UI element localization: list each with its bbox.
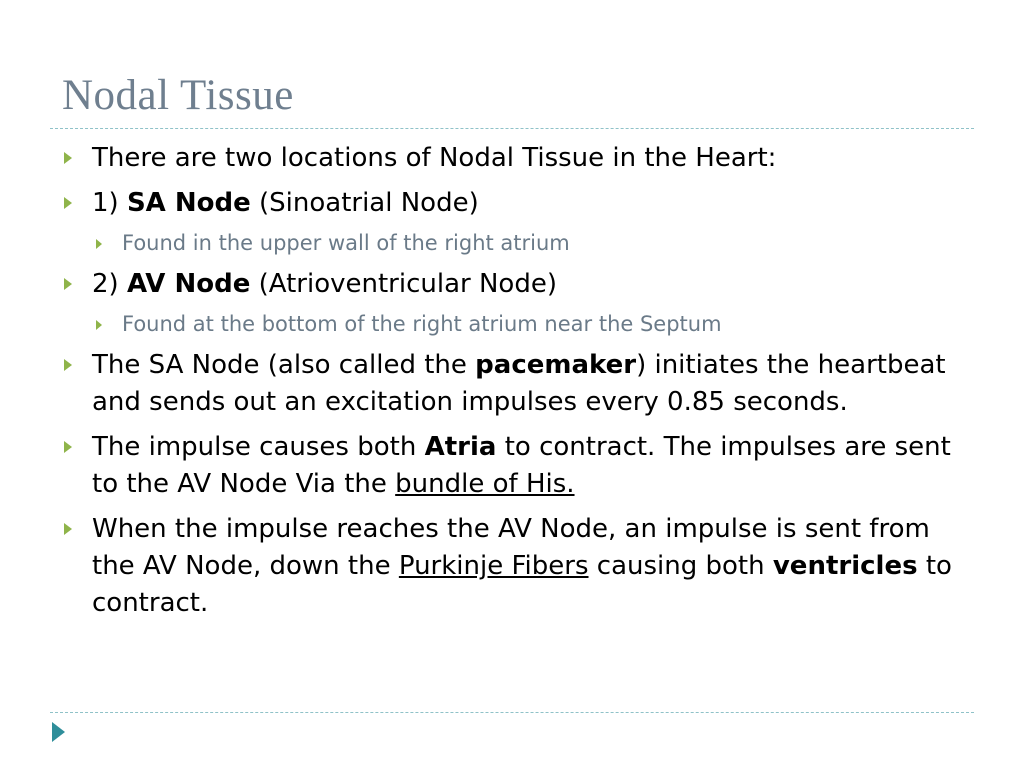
bullet-item: [60, 511, 960, 622]
bullet-text: When the impulse reaches the AV Node, an impulse is sent from the AV Node, down the: [92, 514, 930, 581]
bullet-arrow-icon: [64, 152, 72, 164]
bold-term: SA Node: [126, 188, 251, 218]
slide-title: Nodal Tissue: [62, 72, 294, 119]
bullet-item: [60, 266, 960, 303]
bullet-text: 1): [92, 188, 127, 218]
bullet-text: The impulse causes both: [92, 432, 425, 462]
bullet-text: The SA Node (also called the: [92, 350, 476, 380]
bullet-arrow-icon: [64, 441, 72, 453]
bold-term: Atria: [424, 432, 497, 462]
title-divider: [50, 128, 974, 129]
sub-bullet-text: Found in the upper wall of the right atrium: [122, 231, 570, 255]
bold-term: ventricles: [772, 551, 918, 581]
bullet-text: to contract.: [92, 551, 952, 618]
underlined-term: Purkinje Fibers: [398, 551, 589, 581]
bold-term: AV Node: [126, 269, 251, 299]
sub-bullet-item: [60, 228, 960, 258]
bullet-text: to contract. The impulses are sent to the AV Node Via the: [92, 432, 951, 499]
sub-bullet-text: Found at the bottom of the right atrium near the Septum: [122, 312, 722, 336]
play-arrow-icon: [52, 722, 65, 742]
bullet-text: There are two locations of Nodal Tissue in the Heart:: [92, 143, 777, 173]
bullet-item: [60, 140, 960, 177]
bullet-text: causing both: [588, 551, 773, 581]
bullet-arrow-icon: [64, 523, 72, 535]
bullet-text: (Atrioventricular Node): [250, 269, 557, 299]
bullet-text: (Sinoatrial Node): [250, 188, 479, 218]
bullet-text: ) initiates the heartbeat and sends out an excitation impulses every 0.85 seconds.: [92, 350, 946, 417]
bullet-item: [60, 347, 960, 421]
footer-divider: [50, 712, 974, 713]
bold-term: pacemaker: [475, 350, 637, 380]
sub-bullet-item: [60, 309, 960, 339]
bullet-item: [60, 185, 960, 222]
underlined-term: bundle of His.: [395, 469, 575, 499]
bullet-text: 2): [92, 269, 127, 299]
bullet-item: [60, 429, 960, 503]
sub-bullet-arrow-icon: [96, 320, 102, 330]
bullet-arrow-icon: [64, 197, 72, 209]
bullet-arrow-icon: [64, 359, 72, 371]
sub-bullet-arrow-icon: [96, 239, 102, 249]
bullet-list: [60, 140, 960, 622]
bullet-arrow-icon: [64, 278, 72, 290]
